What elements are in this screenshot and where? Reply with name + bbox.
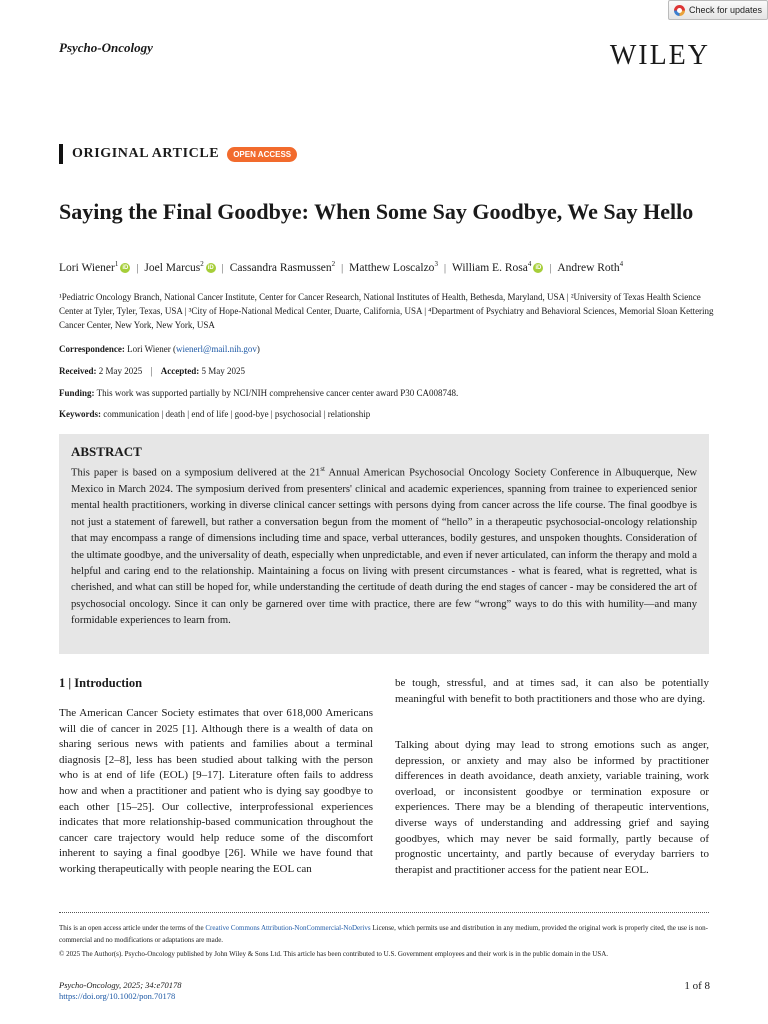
funding-label: Funding: — [59, 388, 95, 398]
body-column-2-paragraph-1: be tough, stressful, and at times sad, it can also be potentially meaningful with benefit to both practitioners and those who are dying. — [395, 677, 709, 705]
author-affiliation-index: 4 — [527, 260, 532, 268]
author-list — [59, 260, 739, 274]
accepted-date: 5 May 2025 — [201, 366, 245, 376]
license-link[interactable]: Creative Commons Attribution-NonCommercial-NoDerivs — [205, 924, 371, 932]
correspondence-name: Lori Wiener — [127, 344, 171, 354]
author-name[interactable]: Andrew Roth — [557, 261, 620, 274]
check-for-updates-button[interactable] — [668, 0, 768, 20]
orcid-icon[interactable]: iD — [207, 265, 214, 272]
citation — [59, 980, 182, 1002]
keywords — [59, 409, 714, 419]
orcid-icon[interactable]: iD — [535, 265, 542, 272]
author-name[interactable]: Matthew Loscalzo — [349, 261, 435, 274]
type-bar — [59, 144, 63, 164]
author-affiliation-index: 2 — [200, 260, 204, 268]
doi-link[interactable]: https://doi.org/10.1002/pon.70178 — [59, 991, 176, 1001]
copyright-note: © 2025 The Author(s). Psycho-Oncology published by John Wiley & Sons Ltd. This article has been contributed to U.S. Government employees and their work is in the public domain in the USA. — [59, 950, 609, 958]
article-type-label: ORIGINAL ARTICLE — [72, 146, 220, 161]
correspondence-email-link[interactable]: wienerl@mail.nih.gov — [176, 344, 257, 354]
article-dates: Received: 2 May 2025 | Accepted: 5 May 2025 — [59, 366, 245, 377]
author-separator: | — [443, 262, 446, 274]
journal-name: Psycho-Oncology — [59, 40, 153, 55]
funding-text: This work was supported partially by NCI/NIH comprehensive cancer center award P30 CA008748. — [96, 388, 459, 398]
received-date: 2 May 2025 — [98, 366, 143, 376]
body-column-1: The American Cancer Society estimates that over 618,000 Americans will die of cancer in 2025 [1]. Although there is a wealth of data on sharing serious news with patients and families about a terminal diagnosis [2–8], less has been studied about talking with the person who is at end of life (EOL) [9–17]. Literature often fails to address how and when a practitioner and patient who is dying say goodbye to each other [15–25]. Our collective, interprofessional experiences indicates that more relationship-based communication throughout the cancer care trajectory would help reduce some of the discomfort inherent to saying a final goodbye [26]. While we have found that working therapeutically with people nearing the EOL can — [59, 707, 373, 875]
correspondence-label: Correspondence: — [59, 344, 125, 354]
open-access-badge: OPEN ACCESS — [227, 147, 297, 162]
check-for-updates-label: Check for updates — [689, 5, 763, 15]
keywords-text: communication | death | end of life | good-bye | psychosocial | relationship — [103, 409, 371, 419]
abstract-heading: ABSTRACT — [71, 444, 142, 459]
author-name[interactable]: Cassandra Rasmussen — [229, 261, 332, 274]
license-note: This is an open access article under the terms of the Creative Commons Attribution-NonCommercial-NoDerivs License, which permits use and distribution in any medium, provided the original work is properly cited, the use is non-commercial and no modifications or adaptations are made. — [59, 924, 708, 944]
author-separator: | — [549, 262, 552, 274]
body-column-2-paragraph-2: Talking about dying may lead to strong emotions such as anger, depression, or anxiety and may also be informed by practitioner differences in death avoidance, death anxiety, variable training, work overload, or inconsistent goodbye or termination exposure or experiences. There may be a blending of therapeutic interventions, diverse ways of understanding and addressing grief and saying goodbyes, which may never be said formally, partly because of prognostic uncertainty, and partly because of everyday barriers to therapist and practitioner access for the patient near EOL. — [395, 739, 709, 876]
author-affiliation-index: 1 — [114, 260, 119, 268]
author-name[interactable]: Lori Wiener — [59, 261, 115, 274]
author-separator: | — [221, 262, 224, 274]
section-heading: 1 | Introduction — [59, 676, 143, 690]
received-label: Received: — [59, 366, 97, 376]
author-separator: | — [341, 262, 344, 274]
footnote-divider — [59, 912, 709, 913]
keywords-label: Keywords: — [59, 409, 101, 419]
author-name[interactable]: William E. Rosa — [451, 261, 528, 274]
funding — [59, 388, 714, 398]
author-affiliation-index: 4 — [619, 260, 624, 268]
author-name[interactable]: Joel Marcus — [144, 261, 201, 274]
crossmark-icon — [674, 5, 685, 16]
publisher-logo: WILEY — [609, 40, 710, 71]
article-type — [59, 144, 297, 164]
article-title: Saying the Final Goodbye: When Some Say Goodbye, We Say Hello — [59, 199, 694, 224]
abstract-box — [59, 434, 709, 654]
affiliations: ¹Pediatric Oncology Branch, National Cancer Institute, Center for Cancer Research, National Institutes of Health, Bethesda, Maryland, USA | ²University of Texas Health Science Center at Tyler, Tyler, Texas, USA | ³City of Hope-National Medical Center, Duarte, California, USA | ⁴Department of Psychiatry and Behavioral Sciences, Memorial Sloan Kettering Cancer Center, New York, New York, USA — [59, 292, 714, 330]
author-separator: | — [136, 262, 139, 274]
correspondence: Correspondence: Lori Wiener (wienerl@mail.nih.gov) — [59, 344, 260, 354]
accepted-label: Accepted: — [160, 366, 200, 376]
author-affiliation-index: 2 — [331, 260, 336, 268]
journal-citation: Psycho-Oncology, 2025; 34:e70178 — [59, 980, 182, 990]
author-affiliation-index: 3 — [434, 260, 438, 268]
abstract-text: This paper is based on a symposium delivered at the 21st Annual American Psychosocial Oncology Society Conference in Albuquerque, New Mexico in March 2024. The symposium derived from presenters' clinical and academic experiences, spanning from trainee to experienced senior mental health practitioners, working in diverse clinical cancer settings with persons dying from cancer across the life course. The final goodbye is not just a statement of farewell, but rather a conversation begun from the moment of “hello” in a therapeutic psychosocial-oncology relationship that may encompass a range of dimensions including time and space, verbal utterances, bodily gestures, and unspoken thoughts. Consideration of the ultimate goodbye, and the universality of death, especially when unpredictable, and even if never articulated, can inform the therapy and mold a helpful and caring end to the relationship. Maintaining a focus on living with present circumstances - what is feared, what is regretted, what is cherished, and what can still be hoped for, while understanding the certitude of death during the end stages of cancer - may be considered the art of psychosocial oncology. Since it can only be garnered over time with practice, there are few “wrong” ways to do this with humility—and many formidable experiences to learn from. — [71, 465, 697, 627]
orcid-icon[interactable]: iD — [122, 265, 129, 272]
page-number: 1 of 8 — [684, 980, 710, 992]
